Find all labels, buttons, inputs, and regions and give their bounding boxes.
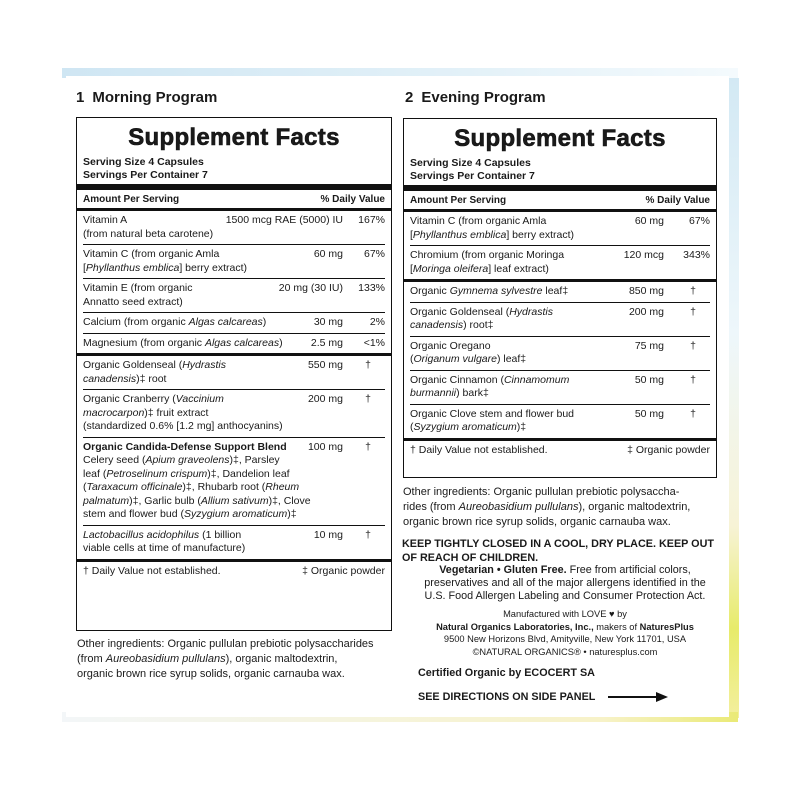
vegetarian-statement: Vegetarian • Gluten Free. Free from artificial colors, preservatives and all of the major allergens identified in the U.S. Food Allergen Labeling and Consumer Protection Act. (424, 564, 706, 602)
nutrient-row (410, 282, 710, 302)
nutrient-amount: 20 mg (30 IU) (278, 282, 343, 294)
amount-per-serving-header: Amount Per Serving (410, 195, 507, 206)
daily-value: 2% (369, 316, 385, 328)
daily-value-header: % Daily Value (320, 194, 385, 205)
nutrient-row (83, 278, 385, 312)
facts-header (83, 190, 385, 208)
nutrient-amount: 10 mg (313, 528, 343, 541)
footnote-dagger: † Daily Value not established. (83, 564, 221, 577)
nutrient-name: Vitamin E (from organic Annatto seed extract) (83, 282, 193, 308)
program-number: 1 (76, 89, 85, 106)
nutrient-row (83, 312, 385, 333)
manufacturer-info: Manufactured with LOVE ♥ by Natural Organics Laboratories, Inc., makers of NaturesPlus 9500 New Horizons Blvd, Amityville, New York 11701, USA ©NATURAL ORGANICS® • naturesplus.com (436, 609, 694, 657)
nutrient-amount: 200 mg (307, 393, 343, 405)
nutrient-amount: 60 mg (313, 248, 343, 260)
program-heading-morning (76, 89, 217, 106)
nutrient-row (83, 525, 385, 559)
serving-size: Serving Size 4 Capsules (83, 156, 204, 168)
nutrient-name: Lactobacillus acidophilus (1 billion viable cells at time of manufacture) (83, 528, 246, 554)
nutrient-name: Organic Goldenseal (Hydrastis canadensis) root‡ (410, 305, 553, 331)
nutrient-name: Chromium (from organic Moringa [Moringa oleifera] leaf extract) (410, 249, 565, 275)
nutrient-amount: 50 mg (634, 407, 664, 420)
other-ingredients-morning: Other ingredients: Organic pullulan prebiotic polysaccharides (from Aureobasidium pullulans), organic maltodextrin, organic brown rice syrup solids, organic carnauba wax. (77, 638, 374, 680)
nutrient-amount: 30 mg (313, 316, 343, 328)
program-heading-evening (405, 89, 546, 106)
directions-note (418, 691, 668, 703)
daily-value: 343% (683, 249, 710, 261)
nutrient-name: Organic Candida-Defense Support Blend Celery seed (Apium graveolens)‡, Parsley leaf (Petroselinum crispum)‡, Dandelion leaf (Taraxacum officinale)‡, Rhubarb root (Rheum palmatum)‡, Garlic bulb (Allium sativum)‡, Clove stem and flower bud (Syzygium aromaticum)‡ (83, 440, 311, 520)
other-ingredients-evening: Other ingredients: Organic pullulan prebiotic polysaccha- rides (from Aureobasidium pullulans), organic maltodextrin, organic brown rice syrup solids, organic carnauba wax. (403, 486, 691, 528)
nutrient-amount: 50 mg (634, 373, 664, 386)
facts-title: Supplement Facts (454, 125, 666, 152)
servings-per-container: Servings Per Container 7 (410, 169, 535, 182)
nutrient-name: Organic Clove stem and flower bud (Syzygium aromaticum)‡ (410, 407, 574, 433)
program-label: Evening Program (421, 89, 546, 106)
nutrient-amount: 1500 mcg RAE (5000) IU (225, 214, 343, 226)
daily-value: 167% (358, 214, 385, 226)
footnote-organic: ‡ Organic powder (627, 443, 710, 456)
nutrient-name: Organic Cinnamon (Cinnamomum burmannii) bark‡ (410, 373, 570, 399)
nutrient-amount: 2.5 mg (310, 336, 343, 349)
daily-value: † (690, 285, 696, 297)
nutrient-amount: 75 mg (634, 339, 664, 352)
supplement-facts-evening (403, 118, 717, 478)
facts-footer (410, 441, 710, 460)
nutrient-name: Vitamin C (from organic Amla [Phyllanthus emblica] berry extract) (410, 215, 574, 241)
nutrient-row (410, 212, 710, 245)
footnote-organic: ‡ Organic powder (302, 564, 385, 577)
nutrient-row (410, 336, 710, 370)
daily-value: † (690, 373, 696, 386)
nutrient-row (410, 370, 710, 404)
nutrient-row (83, 211, 385, 244)
nutrient-amount: 200 mg (628, 305, 664, 318)
nutrient-row (410, 245, 710, 279)
nutrient-row (83, 356, 385, 389)
daily-value: † (365, 359, 371, 371)
nutrient-name: Magnesium (from organic Algas calcareas) (83, 336, 283, 349)
nutrient-amount: 100 mg (307, 440, 343, 453)
daily-value: 67% (688, 215, 710, 227)
nutrient-name: Organic Oregano (Origanum vulgare) leaf‡ (410, 339, 527, 365)
program-label: Morning Program (92, 89, 218, 106)
daily-value: 67% (363, 248, 385, 260)
facts-title: Supplement Facts (128, 124, 340, 151)
facts-rows (410, 212, 710, 438)
nutrient-row (410, 404, 710, 438)
daily-value: † (365, 528, 371, 541)
daily-value: <1% (363, 336, 385, 349)
serving-size: Serving Size 4 Capsules (410, 157, 531, 169)
daily-value: † (365, 393, 371, 405)
nutrient-name: Organic Goldenseal (Hydrastis canadensis)‡ root (83, 359, 226, 385)
supplement-facts-morning (76, 117, 392, 631)
nutrient-row (83, 389, 385, 437)
nutrient-name: Vitamin C (from organic Amla [Phyllanthus emblica] berry extract) (83, 248, 247, 274)
right-arrow-icon (608, 692, 668, 702)
nutrient-name: Calcium (from organic Algas calcareas) (83, 316, 267, 328)
nutrient-row (83, 244, 385, 278)
servings-per-container: Servings Per Container 7 (83, 168, 208, 181)
daily-value: † (690, 305, 696, 318)
nutrient-amount: 850 mg (628, 285, 664, 297)
storage-warning: KEEP TIGHTLY CLOSED IN A COOL, DRY PLACE. KEEP OUT OF REACH OF CHILDREN. (402, 538, 714, 564)
facts-header (410, 191, 710, 209)
daily-value: 133% (358, 282, 385, 294)
nutrient-name: Organic Gymnema sylvestre leaf‡ (410, 285, 569, 297)
nutrient-row (83, 437, 385, 525)
nutrient-row (83, 333, 385, 354)
amount-per-serving-header: Amount Per Serving (83, 194, 180, 205)
nutrient-name: Organic Cranberry (Vaccinium macrocarpon)‡ fruit extract (standardized 0.6% [1.2 mg] anthocyanins) (83, 393, 283, 432)
facts-footer (83, 562, 385, 581)
facts-rows (83, 211, 385, 559)
nutrient-amount: 550 mg (307, 359, 343, 371)
program-number: 2 (405, 89, 414, 106)
daily-value: † (365, 440, 371, 453)
nutrient-amount: 60 mg (634, 215, 664, 227)
daily-value: † (690, 339, 696, 352)
directions-text: SEE DIRECTIONS ON SIDE PANEL (418, 691, 596, 703)
nutrient-amount: 120 mcg (623, 249, 664, 261)
daily-value-header: % Daily Value (645, 195, 710, 206)
certified-organic: Certified Organic by ECOCERT SA (418, 667, 595, 679)
footnote-dagger: † Daily Value not established. (410, 443, 548, 456)
daily-value: † (690, 407, 696, 420)
nutrient-name: Vitamin A (from natural beta carotene) (83, 214, 214, 240)
nutrient-row (410, 302, 710, 336)
